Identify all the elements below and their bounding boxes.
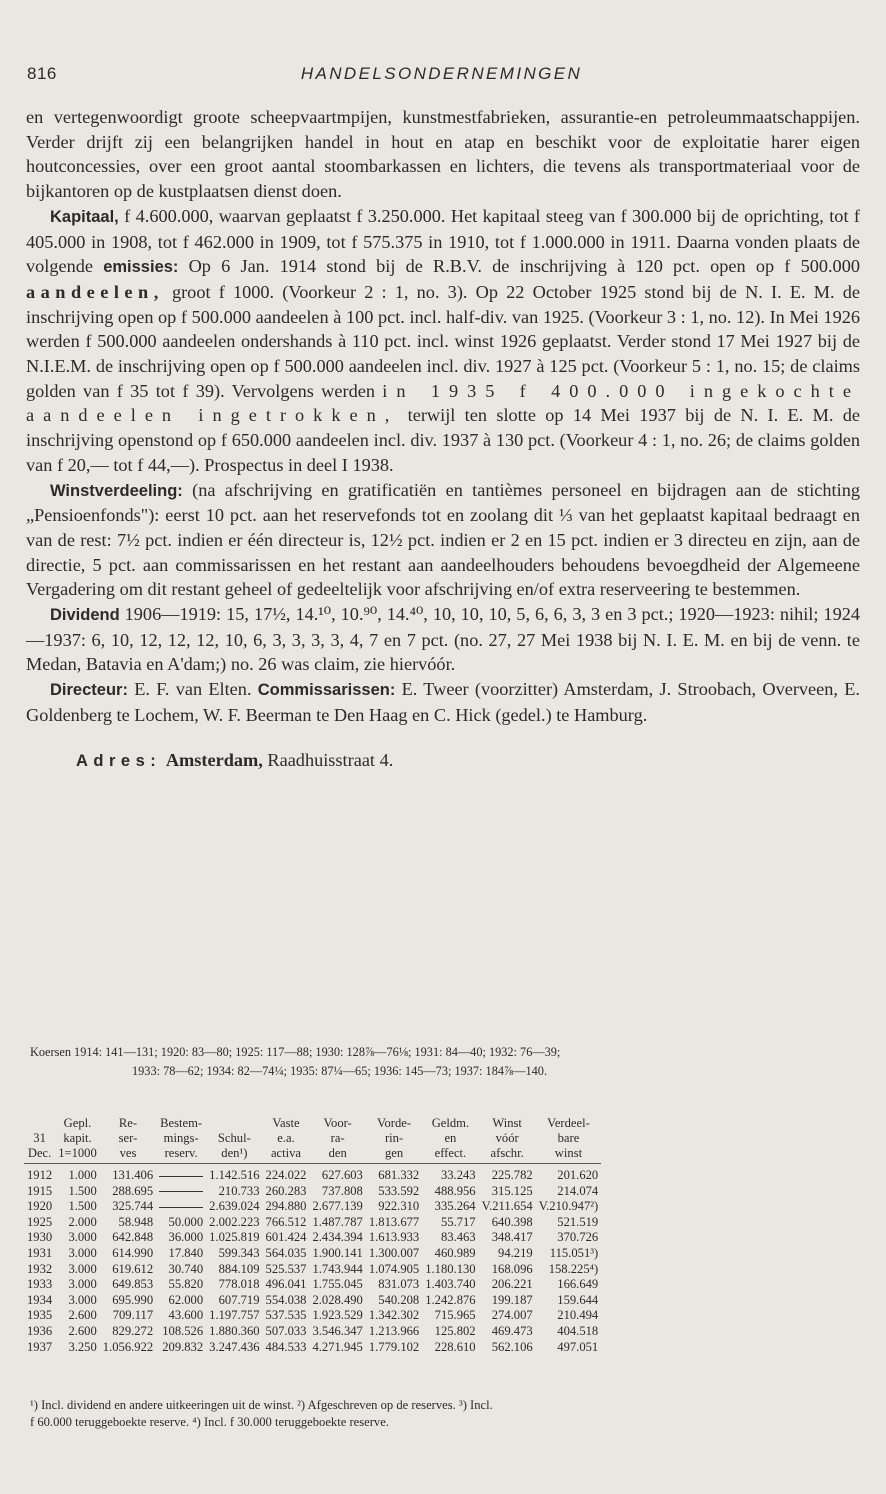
table-cell: 58.948 — [118, 1214, 154, 1229]
kapitaal-text-4: terwijl ten slotte op 14 Mei 1937 bij de N. I. E. M. de inschrijving openstond op f 650.000 aandeelen incl. div. 1937 à 130 pct. (Voorkeur 4 : 1, no. 26; de claims golden van f 20,— tot f 44,—). Prospectus in deel I 1938. — [26, 405, 860, 475]
table-cell: 2.000 — [68, 1214, 97, 1229]
running-title: HANDELSONDERNEMINGEN — [300, 64, 583, 83]
table-cell: 43.600 — [168, 1308, 204, 1323]
empty-dash — [159, 1191, 203, 1192]
table-cell: 521.519 — [557, 1214, 599, 1229]
koersen-block — [30, 1043, 864, 1081]
column-header: Voor- — [323, 1116, 352, 1130]
dividend-label: Dividend — [50, 606, 120, 625]
table-cell: 1.000 — [68, 1168, 97, 1182]
table-row — [24, 1308, 601, 1324]
table-row — [24, 1246, 601, 1262]
table-cell: 225.782 — [491, 1168, 533, 1182]
column-header: 31 — [33, 1131, 46, 1145]
table-cell: 601.424 — [265, 1230, 307, 1245]
table-cell: 1.242.876 — [425, 1292, 476, 1307]
adres-city: Amsterdam, — [165, 749, 263, 770]
table-cell: 83.463 — [440, 1230, 476, 1245]
table-cell: 201.620 — [557, 1168, 599, 1182]
table-cell: 496.041 — [265, 1277, 307, 1292]
table-cell: 1.880.360 — [209, 1323, 260, 1338]
table-cell: 537.535 — [265, 1308, 307, 1323]
table-cell: 404.518 — [557, 1323, 599, 1338]
kapitaal-text-2: Op 6 Jan. 1914 stond bij de R.B.V. de inschrijving à 120 pct. open op f 500.000 — [178, 256, 860, 277]
table-cell: 3.000 — [68, 1261, 97, 1276]
kapitaal-text-3: groot f 1000. (Voorkeur 2 : 1, no. 3). Op 22 October 1925 stond bij de N. I. E. M. de inschrijving open op f 500.000 aandeelen à 100 pct. incl. half-div. van 1925. (Voorkeur 3 : 1, no. 12). In Mei 1926 werden f 500.000 aandeelen ondershands à 110 pct. incl. winst 1926 geplaatst. Verder stond 17 Mei 1927 bij de N.I.E.M. de inschrijving open op f 500.000 aandeelen incl. div. 1927 à 125 pct. (Voorkeur 5 : 1, no. 15; de claims golden van f 35 tot f 39). Vervolgens werden — [26, 281, 860, 401]
table-cell: 3.247.436 — [209, 1339, 260, 1354]
table-cell: 681.332 — [378, 1168, 420, 1182]
table-cell: 1935 — [27, 1308, 53, 1323]
table-cell: 315.125 — [491, 1183, 533, 1198]
table-cell: 1.180.130 — [425, 1261, 476, 1276]
table-cell: 1931 — [27, 1245, 53, 1260]
column-header: ra- — [330, 1131, 345, 1145]
table-cell: 627.603 — [321, 1168, 363, 1182]
table-cell: 829.272 — [112, 1323, 154, 1338]
table-cell: 642.848 — [112, 1230, 154, 1245]
column-header: Winst — [492, 1116, 522, 1130]
table-cell: 1.403.740 — [425, 1277, 476, 1292]
column-header: 1=1000 — [55, 1146, 100, 1164]
intro-paragraph: en vertegenwoordigt groote scheepvaartmpijen, kunstmestfabrieken, assurantie-en petroleummaatschappijen. Verder drijft zij een belangrijken handel in hout en atap en beschikt voor de exploitatie harer eigen houtconcessies, over een groot aantal stoombarkassen en lichters, die tevens als transportmateriaal voor de bijkantoren op de kustplaatsen dienst doen. — [26, 107, 860, 202]
table-row — [24, 1164, 601, 1184]
table-cell: 108.526 — [162, 1323, 204, 1338]
table-cell: 1.487.787 — [312, 1214, 363, 1229]
table-cell: 1.813.677 — [368, 1214, 420, 1229]
column-header: Vaste — [272, 1116, 300, 1130]
table-cell: 1.142.516 — [209, 1168, 260, 1182]
table-cell: 484.533 — [265, 1339, 307, 1354]
table-cell: 1934 — [27, 1292, 53, 1307]
table-cell: 2.002.223 — [209, 1214, 260, 1229]
table-cell: 2.639.024 — [209, 1199, 260, 1214]
table-header-row — [24, 1116, 601, 1131]
column-header: reserv. — [156, 1146, 206, 1164]
table-cell: 3.000 — [68, 1245, 97, 1260]
footnote-line-2: f 60.000 teruggeboekte reserve. ⁴) Incl. f 30.000 teruggeboekte reserve. — [30, 1415, 389, 1429]
column-header: winst — [536, 1146, 602, 1164]
column-header: en — [444, 1131, 457, 1145]
column-header: Gepl. — [63, 1116, 92, 1130]
table-cell: 1.342.302 — [368, 1308, 420, 1323]
table-cell: V.211.654 — [481, 1199, 533, 1214]
table-cell: 1.300.007 — [368, 1245, 420, 1260]
column-header — [206, 1116, 262, 1131]
table-cell: 1930 — [27, 1230, 53, 1245]
table-body — [24, 1164, 601, 1356]
table-cell: 2.028.490 — [312, 1292, 363, 1307]
empty-dash — [159, 1176, 203, 1177]
table-cell: 737.808 — [321, 1183, 363, 1198]
emissies-label: emissies: — [103, 258, 179, 277]
table-cell: 709.117 — [112, 1308, 154, 1323]
column-header: Schul- — [217, 1131, 251, 1145]
table-row — [24, 1215, 601, 1231]
table-cell: 131.406 — [112, 1168, 154, 1182]
table-cell: 55.717 — [440, 1214, 476, 1229]
table-cell: 1933 — [27, 1277, 53, 1292]
table-cell: 1.500 — [68, 1199, 97, 1214]
table-cell: 50.000 — [168, 1214, 204, 1229]
dividend-paragraph — [26, 602, 860, 677]
table-cell: 348.417 — [491, 1230, 533, 1245]
column-header: mings- — [163, 1131, 199, 1145]
empty-dash — [159, 1207, 203, 1208]
table-cell: 649.853 — [112, 1277, 154, 1292]
table-cell: 33.243 — [440, 1168, 476, 1182]
table-cell: 554.038 — [265, 1292, 307, 1307]
table-header-row — [24, 1131, 601, 1146]
table-cell: 778.018 — [218, 1277, 260, 1292]
table-cell: 460.989 — [434, 1245, 476, 1260]
table-cell — [156, 1184, 206, 1200]
table-cell: 3.000 — [68, 1230, 97, 1245]
table-cell: 1.056.922 — [102, 1339, 154, 1354]
column-header: den¹) — [206, 1146, 262, 1164]
table-cell — [156, 1164, 206, 1184]
table-cell: 4.271.945 — [312, 1339, 363, 1354]
table-row — [24, 1324, 601, 1340]
kapitaal-label: Kapitaal, — [50, 207, 119, 226]
table-cell: 1.197.757 — [209, 1308, 260, 1323]
table-cell: 1936 — [27, 1323, 53, 1338]
table-cell: 469.473 — [491, 1323, 533, 1338]
table-cell: 1.923.529 — [312, 1308, 363, 1323]
table-cell: 274.007 — [491, 1308, 533, 1323]
table-cell: 2.434.394 — [312, 1230, 363, 1245]
table-row — [24, 1199, 601, 1215]
table-cell: 525.537 — [265, 1261, 307, 1276]
table-cell: 614.990 — [112, 1245, 154, 1260]
table-cell: 488.956 — [434, 1183, 476, 1198]
column-header: ser- — [118, 1131, 138, 1145]
table-cell: 540.208 — [378, 1292, 420, 1307]
column-header: vóór — [495, 1131, 519, 1145]
table-cell: 1.900.141 — [312, 1245, 363, 1260]
column-header: effect. — [422, 1146, 478, 1164]
column-header: activa — [263, 1146, 310, 1164]
table-cell: 1925 — [27, 1214, 53, 1229]
table-cell: 831.073 — [378, 1277, 420, 1292]
table-cell: 199.187 — [491, 1292, 533, 1307]
column-header: Bestem- — [160, 1116, 203, 1130]
table-cell: 294.880 — [265, 1199, 307, 1214]
dividend-text: 1906—1919: 15, 17½, 14.¹⁰, 10.⁹⁰, 14.⁴⁰, 10, 10, 10, 5, 6, 6, 3, 3 en 3 pct.; 1920—1923: nihil; 1924—1937: 6, 10, 12, 12, 12, 10, 6, 3, 3, 3, 3, 4, 7 en 7 pct. (no. 27, 27 Mei 1938 bij N. I. E. M. en bij de venn. te Medan, Batavia en A'dam;) no. 26 was claim, zie hiervóór. — [26, 604, 860, 675]
table-cell: 260.283 — [265, 1183, 307, 1198]
table-cell: 288.695 — [112, 1183, 154, 1198]
table-cell: 325.744 — [112, 1199, 154, 1214]
kapitaal-text: f 4.600.000, waarvan geplaatst f 3.250.000. Het kapitaal steeg van f 300.000 bij de oprichting, tot f 405.000 in 1908, tot f 462.000 in 1909, tot f 575.375 in 1910, tot f 1.000.000 in 1911. Daarna vonden plaats de volgende — [26, 205, 860, 277]
table-cell: 17.840 — [168, 1245, 204, 1260]
table-cell: 715.965 — [434, 1308, 476, 1323]
koersen-line-2: 1933: 78—62; 1934: 82—74¼; 1935: 87¼—65; 1936: 145—73; 1937: 184⅞—140. — [132, 1064, 548, 1078]
table-cell: 533.592 — [378, 1183, 420, 1198]
table-row — [24, 1184, 601, 1200]
table-cell: 159.644 — [557, 1292, 599, 1307]
table-cell: 214.074 — [557, 1183, 599, 1198]
winstverdeeling-text: (na afschrijving en gratificatiën en tantièmes personeel en bijdragen aan de stichting „Pensioenfonds"): eerst 10 pct. aan het reservefonds tot en zoolang dit ⅓ van het geplaatst kapitaal bedraagt en van de rest: 7½ pct. indien er één directeur is, 12½ pct. indien er 2 en 15 pct. indien er 3 directeu en zijn, aan de directie, 5 pct. aan commissarissen en het restant aan aandeelhouders behoudens bevoegdheid der Algemeene Vergadering om dit restant geheel of gedeeltelijk voor afschrijving en/of extra reserveering te bestemmen. — [26, 479, 860, 600]
table-cell: 507.033 — [265, 1323, 307, 1338]
table-row — [24, 1230, 601, 1246]
table-cell: 224.022 — [265, 1168, 307, 1182]
footnotes — [30, 1397, 864, 1431]
table-cell: 2.677.139 — [312, 1199, 363, 1214]
table-cell: 210.733 — [218, 1183, 260, 1198]
table-cell: 62.000 — [168, 1292, 204, 1307]
table-cell: 607.719 — [218, 1292, 260, 1307]
table-cell: 210.494 — [557, 1308, 599, 1323]
table-cell: 3.000 — [68, 1277, 97, 1292]
table-cell: 3.000 — [68, 1292, 97, 1307]
table-cell: 209.832 — [162, 1339, 204, 1354]
table-cell: 619.612 — [112, 1261, 154, 1276]
table-cell: 564.035 — [265, 1245, 307, 1260]
table-cell: 158.225⁴) — [548, 1261, 599, 1276]
directeur-label: Directeur: — [50, 681, 128, 700]
directeur-text: E. F. van Elten. — [127, 679, 258, 700]
column-header: Dec. — [24, 1146, 55, 1164]
column-header: Re- — [118, 1116, 138, 1130]
column-header: afschr. — [479, 1146, 536, 1164]
table-cell: 2.600 — [68, 1308, 97, 1323]
column-header: kapit. — [63, 1131, 92, 1145]
table-row — [24, 1340, 601, 1356]
table-cell: 497.051 — [557, 1339, 599, 1354]
commissarissen-label: Commissarissen: — [257, 681, 396, 700]
column-header: bare — [557, 1131, 580, 1145]
column-header: rin- — [384, 1131, 404, 1145]
adres-line — [26, 748, 860, 774]
table-cell: 36.000 — [168, 1230, 204, 1245]
table-cell: 562.106 — [491, 1339, 533, 1354]
table-cell: 766.512 — [265, 1214, 307, 1229]
footnote-line-1: ¹) Incl. dividend en andere uitkeeringen uit de winst. ²) Afgeschreven op de reserves. ³) Incl. — [30, 1398, 493, 1412]
page-number: 816 — [27, 64, 57, 83]
table-row — [24, 1293, 601, 1309]
table-cell: 1.025.819 — [209, 1230, 260, 1245]
table-cell: 1.779.102 — [368, 1339, 420, 1354]
table-cell: 30.740 — [168, 1261, 204, 1276]
body-text — [26, 105, 860, 773]
table-cell: 1.074.905 — [368, 1261, 420, 1276]
table-cell: 1.500 — [68, 1183, 97, 1198]
table-cell: 1932 — [27, 1261, 53, 1276]
table-cell: 94.219 — [498, 1245, 533, 1260]
winstverdeeling-paragraph — [26, 478, 860, 603]
adres-street: Raadhuisstraat 4. — [262, 749, 394, 770]
table-cell: 3.546.347 — [312, 1323, 363, 1338]
table-cell: 599.343 — [218, 1245, 260, 1260]
page-header — [27, 64, 856, 88]
table-row — [24, 1277, 601, 1293]
table-cell: 1912 — [27, 1168, 53, 1182]
adres-label: Adres: — [76, 751, 162, 770]
table-cell: 1.743.944 — [312, 1261, 363, 1276]
table-cell: 884.109 — [218, 1261, 260, 1276]
table-cell: 695.990 — [112, 1292, 154, 1307]
table-cell: 55.820 — [168, 1277, 204, 1292]
kapitaal-paragraph — [26, 204, 860, 478]
column-header: Vorde- — [377, 1116, 412, 1130]
column-header: Geldm. — [431, 1116, 470, 1130]
table-cell: 1.213.966 — [368, 1323, 420, 1338]
table-cell: 168.096 — [491, 1261, 533, 1276]
table-header — [24, 1116, 601, 1164]
table-cell: V.210.947²) — [538, 1199, 599, 1214]
table-cell: 166.649 — [557, 1277, 599, 1292]
financial-table — [24, 1116, 601, 1355]
table-cell: 3.250 — [68, 1339, 97, 1354]
column-header: ves — [100, 1146, 156, 1164]
table-cell: 125.802 — [434, 1323, 476, 1338]
table-cell: 2.600 — [68, 1323, 97, 1338]
table-cell: 1.755.045 — [312, 1277, 363, 1292]
table-cell: 370.726 — [557, 1230, 599, 1245]
aandeelen-spaced: aandeelen, — [26, 281, 164, 302]
table-cell: 1915 — [27, 1183, 53, 1198]
table-header-row — [24, 1146, 601, 1164]
table-cell: 228.610 — [434, 1339, 476, 1354]
table-cell: 115.051³) — [549, 1245, 599, 1260]
table-row — [24, 1262, 601, 1278]
column-header: Verdeel- — [547, 1116, 590, 1130]
table-cell: 922.310 — [378, 1199, 420, 1214]
koersen-line-1: Koersen 1914: 141—131; 1920: 83—80; 1925: 117—88; 1930: 128⅞—76⅛; 1931: 84—40; 1932: 76—39; — [30, 1045, 561, 1059]
table-cell: 335.264 — [434, 1199, 476, 1214]
table-cell: 640.398 — [491, 1214, 533, 1229]
table-cell: 1.613.933 — [368, 1230, 420, 1245]
column-header: den — [309, 1146, 365, 1164]
table-cell: 206.221 — [491, 1277, 533, 1292]
column-header — [24, 1116, 55, 1131]
winstverdeeling-label: Winstverdeeling: — [50, 481, 183, 500]
table-cell: 1920 — [27, 1199, 53, 1214]
column-header: e.a. — [277, 1131, 295, 1145]
commissarissen-text: E. Tweer (voorzitter) Amsterdam, J. Stroobach, Overveen, E. Goldenberg te Lochem, W. F. Beerman te Den Haag en C. Hick (gedel.) te Hamburg. — [26, 679, 860, 725]
directie-paragraph — [26, 677, 860, 727]
table-cell: 1937 — [27, 1339, 53, 1354]
ingetrokken-spaced: in 1935 f 400.000 ingekochte aandeelen ingetrokken, — [26, 380, 860, 426]
column-header: gen — [366, 1146, 422, 1164]
table-cell — [156, 1199, 206, 1215]
